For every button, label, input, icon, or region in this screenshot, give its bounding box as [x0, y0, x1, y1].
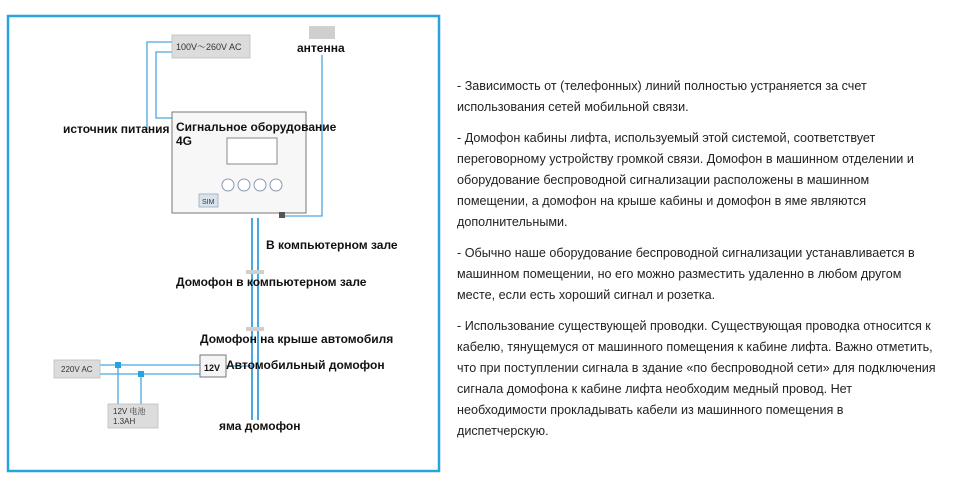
call-button-icon [222, 179, 234, 191]
antenna-icon [309, 26, 335, 39]
up-button-icon [238, 179, 250, 191]
signal-equipment-subtitle: 4G [176, 134, 193, 148]
menu-button-icon [270, 179, 282, 191]
power-source-label: источник питания [63, 122, 170, 136]
power-supply-label: 100V～260V AC [176, 42, 242, 52]
computer-room-label: В компьютерном зале [266, 238, 398, 252]
battery-label-line1: 12V 电池 [113, 407, 146, 416]
car-roof-intercom-marker [246, 327, 264, 331]
car-intercom-label: Автомобильный домофон [226, 358, 385, 372]
ac-220-label: 220V AC [61, 365, 93, 374]
v12-label: 12V [204, 363, 221, 373]
signal-equipment-title: Сигнальное оборудование [176, 120, 337, 134]
car-roof-intercom-label: Домофон на крыше автомобиля [200, 332, 394, 346]
junction-2 [138, 371, 144, 377]
junction-1 [115, 362, 121, 368]
antenna-port [279, 212, 285, 218]
battery-label-line2: 1.3AH [113, 417, 136, 426]
note-2: - Домофон кабины лифта, используемый этой системой, соответствует переговорному устройству громкой связи. Домофон в машинном отделении и оборудование беспроводной сигнализации расположены в машинном помещении, а домофон на крыше кабины и домофон в яме являются дополнительными. [457, 131, 914, 229]
computer-room-intercom-label: Домофон в компьютерном зале [176, 275, 367, 289]
note-1: - Зависимость от (телефонных) линий полностью устраняется за счет использования сетей мобильной связи. [457, 79, 867, 114]
enter-button-icon [254, 179, 266, 191]
note-3: - Обычно наше оборудование беспроводной сигнализации устанавливается в машинном помещении, но его можно разместить удаленно в любом другом месте, если есть хороший сигнал и розетка. [457, 246, 915, 302]
antenna-label: антенна [297, 41, 345, 55]
system-diagram [0, 0, 445, 480]
pit-intercom-label: яма домофон [219, 419, 301, 433]
note-4: - Использование существующей проводки. Существующая проводка относится к кабелю, тянущемуся от машинного помещения к кабине лифта. Важно отметить, что при поступлении сигнала в здание «по беспроводной сети» для подключения сигнала домофона к кабине лифта необходим медный провод. Нет необходимости прокладывать кабели из машинного помещения в диспетчерскую. [457, 319, 936, 438]
description-notes [457, 76, 937, 452]
sim-label: SIM [202, 199, 215, 206]
device-display [227, 138, 277, 164]
computer-room-intercom-marker [246, 270, 264, 274]
